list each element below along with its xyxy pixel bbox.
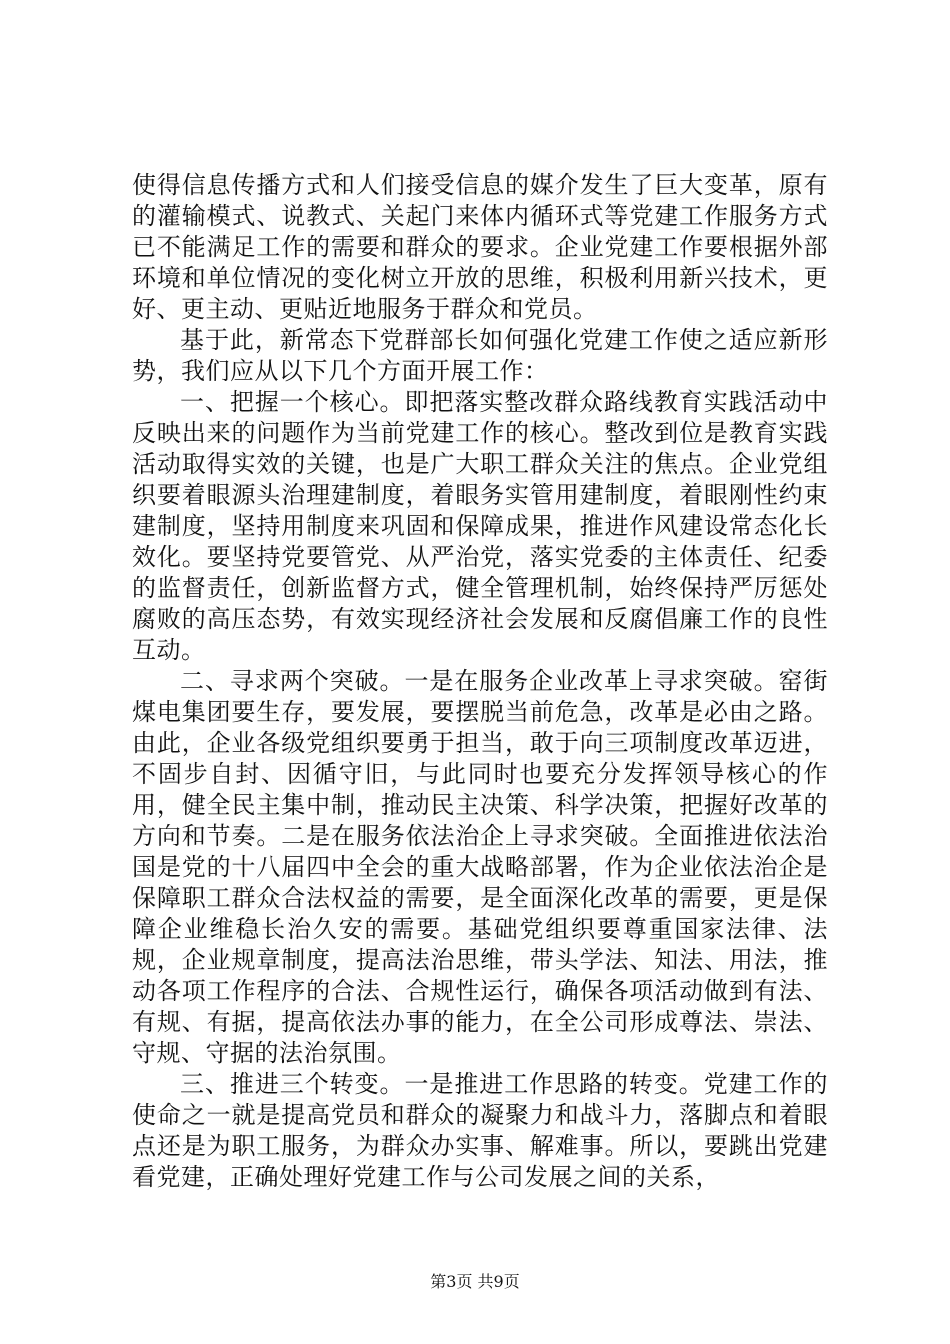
paragraph-intro: 基于此，新常态下党群部长如何强化党建工作使之适应新形势，我们应从以下几个方面开展工作： (132, 326, 828, 385)
paragraph-section-two: 二、寻求两个突破。一是在服务企业改革上寻求突破。窑街煤电集团要生存，要发展，要摆脱当前危急，改革是必由之路。由此，企业各级党组织要勇于担当，敢于向三项制度改革迈进，不固步自封、因循守旧，与此同时也要充分发挥领导核心的作用，健全民主集中制，推动民主决策、科学决策，把握好改革的方向和节奏。二是在服务依法治企上寻求突破。全面推进依法治国是党的十八届四中全会的重大战略部署，作为企业依法治企是保障职工群众合法权益的需要，是全面深化改革的需要，更是保障企业维稳长治久安的需要。基础党组织要尊重国家法律、法规，企业规章制度，提高法治思维，带头学法、知法、用法，推动各项工作程序的合法、合规性运行，确保各项活动做到有法、有规、有据，提高依法办事的能力，在全公司形成尊法、崇法、守规、守据的法治氛围。 (132, 667, 828, 1067)
paragraph-section-one: 一、把握一个核心。即把落实整改群众路线教育实践活动中反映出来的问题作为当前党建工作的核心。整改到位是教育实践活动取得实效的关键，也是广大职工群众关注的焦点。企业党组织要着眼源头治理建制度，着眼务实管用建制度，着眼刚性约束建制度，坚持用制度来巩固和保障成果，推进作风建设常态化长效化。要坚持党要管党、从严治党，落实党委的主体责任、纪委的监督责任，创新监督方式，健全管理机制，始终保持严厉惩处腐败的高压态势，有效实现经济社会发展和反腐倡廉工作的良性互动。 (132, 388, 828, 664)
paragraph-section-three: 三、推进三个转变。一是推进工作思路的转变。党建工作的使命之一就是提高党员和群众的凝聚力和战斗力，落脚点和着眼点还是为职工服务，为群众办实事、解难事。所以，要跳出党建看党建，正确处理好党建工作与公司发展之间的关系， (132, 1070, 828, 1191)
page-number-footer: 第3页 共9页 (430, 1272, 520, 1291)
document-body (132, 170, 828, 1193)
paragraph-continuation: 使得信息传播方式和人们接受信息的媒介发生了巨大变革，原有的灌输模式、说教式、关起门来体内循环式等党建工作服务方式已不能满足工作的需要和群众的要求。企业党建工作要根据外部环境和单位情况的变化树立开放的思维，积极利用新兴技术，更好、更主动、更贴近地服务于群众和党员。 (132, 171, 828, 323)
